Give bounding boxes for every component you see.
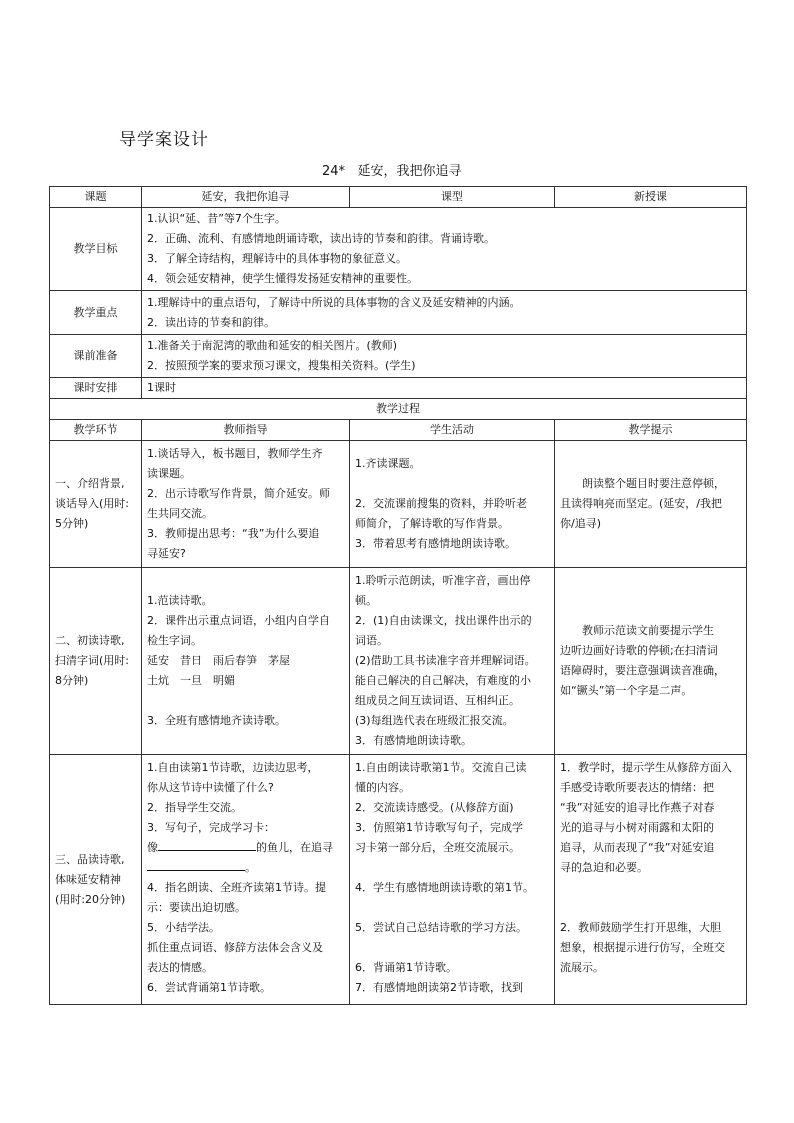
student-line: 4．学生有感情地朗读诗歌的第1节。 xyxy=(355,881,534,894)
process-row-2 xyxy=(50,568,747,755)
teacher-line: 4．指名朗读、全班齐读第1节诗。提 xyxy=(147,881,326,894)
hint-line: 且读得响亮而坚定。(延安，/我把 xyxy=(560,497,722,510)
process-row-1 xyxy=(50,441,747,568)
process-title: 教学过程 xyxy=(50,399,747,420)
teacher-line: 土炕 一旦 明媚 xyxy=(147,674,235,687)
student-line: 6．背诵第1节诗歌。 xyxy=(355,961,457,974)
objective-item: 4．领会延安精神，使学生懂得发扬延安精神的重要性。 xyxy=(147,272,418,285)
stage-line: 一、介绍背景, xyxy=(55,477,125,490)
header-stage: 教学环节 xyxy=(50,420,142,441)
student-line: 2．(1)自由读课文，找出课件出示的 xyxy=(355,614,532,627)
student-cell xyxy=(350,568,555,755)
objective-item: 1.认识“延、昔”等7个生字。 xyxy=(147,212,286,225)
hint-cell xyxy=(555,568,747,755)
objectives-row xyxy=(50,208,747,291)
teacher-line: 寻延安? xyxy=(147,547,186,560)
teacher-line: 1.自由读第1节诗歌，边读边思考， xyxy=(147,761,319,774)
stage-line: 二、初读诗歌, xyxy=(55,634,125,647)
type-label: 课型 xyxy=(350,187,555,208)
teacher-line: 2．课件出示重点词语，小组内自学自 xyxy=(147,614,330,627)
student-line: (3)每组选代表在班级汇报交流。 xyxy=(355,714,514,727)
student-line: (2)借助工具书读准字音并理解词语。 xyxy=(355,654,536,667)
fill-in-line xyxy=(147,838,344,858)
student-line: 顿。 xyxy=(355,594,377,607)
lesson-title: 24* 延安，我把你追寻 xyxy=(322,164,462,179)
teacher-line xyxy=(147,691,344,711)
student-line xyxy=(355,898,549,918)
teacher-line: 表达的情感。 xyxy=(147,961,213,974)
topic-label: 课题 xyxy=(50,187,142,208)
teacher-line: 1.谈话导入，板书题目，教师学生齐 xyxy=(147,447,323,460)
teacher-line: 生共同交流。 xyxy=(147,507,213,520)
teacher-line: 你从这节诗中读懂了什么? xyxy=(147,781,274,794)
type-value: 新授课 xyxy=(555,187,747,208)
key-points-label: 教学重点 xyxy=(50,291,142,335)
fill-mid: 的鱼儿，在追寻 xyxy=(256,841,333,854)
teacher-line: 读课题。 xyxy=(147,467,191,480)
teacher-line: 抓住重点词语、修辞方法体会含义及 xyxy=(147,941,323,954)
objectives-list xyxy=(142,208,747,291)
teacher-line: 延安 昔日 雨后春笋 茅屋 xyxy=(147,654,290,667)
schedule-label: 课时安排 xyxy=(50,378,142,399)
schedule-value: 1课时 xyxy=(142,378,747,399)
key-point-item: 1.理解诗中的重点语句，了解诗中所说的具体事物的含义及延安精神的内涵。 xyxy=(147,295,521,309)
hint-line: “我”对延安的追寻比作燕子对春 xyxy=(560,801,715,814)
student-line xyxy=(355,938,549,958)
student-line: 习卡第一部分后，全班交流展示。 xyxy=(355,841,520,854)
topic-value: 延安，我把你追寻 xyxy=(142,187,350,208)
stage-cell xyxy=(50,568,142,755)
topic-row xyxy=(50,187,747,208)
student-line: 1.聆听示范朗读，听准字音，画出停 xyxy=(355,574,531,587)
teacher-line: 5．小结学法。 xyxy=(147,921,220,934)
key-points-list xyxy=(142,291,747,335)
hint-line: 流展示。 xyxy=(560,961,604,974)
hint-line: 边听边画好诗歌的停顿;在扫清词 xyxy=(560,644,718,657)
header-hint: 教学提示 xyxy=(555,420,747,441)
teacher-line: 6．尝试背诵第1节诗歌。 xyxy=(147,981,271,994)
fill-end: 。 xyxy=(245,861,256,874)
teacher-line: 2．出示诗歌写作背景，简介延安。师 xyxy=(147,487,330,500)
hint-line: 追寻，从而表现了“我”对延安追 xyxy=(560,841,715,854)
student-line xyxy=(355,474,549,494)
teacher-line: 1.范读诗歌。 xyxy=(147,594,213,607)
stage-line: (用时:20分钟) xyxy=(55,892,126,906)
hint-cell xyxy=(555,441,747,568)
teacher-cell xyxy=(142,568,350,755)
hint-line: 教师示范读文前要提示学生 xyxy=(582,624,714,637)
hint-line: 光的追寻与小树对雨露和太阳的 xyxy=(560,821,714,834)
fill-prefix: 像 xyxy=(147,841,158,854)
process-row-3 xyxy=(50,755,747,1005)
hint-line: 如“镢头”第一个字是二声。 xyxy=(560,684,693,697)
teacher-line: 3．写句子，完成学习卡： xyxy=(147,821,275,834)
student-line: 3．仿照第1节诗歌写句子，完成学 xyxy=(355,821,523,834)
hint-line: 2．教师鼓励学生打开思维，大胆 xyxy=(560,921,721,934)
student-line xyxy=(355,858,549,878)
student-cell xyxy=(350,441,555,568)
teacher-line: 示：要读出迫切感。 xyxy=(147,901,246,914)
student-line: 7．有感情地朗读第2节诗歌，找到 xyxy=(355,981,523,994)
process-title-row xyxy=(50,399,747,420)
lesson-plan-table xyxy=(49,186,747,1005)
page-title: 导学案设计 xyxy=(119,130,209,150)
preparation-label: 课前准备 xyxy=(50,335,142,378)
student-cell xyxy=(350,755,555,1005)
student-line: 2．交流读诗感受。(从修辞方面) xyxy=(355,801,514,814)
hint-line: 想象，根据提示进行仿写，全班交 xyxy=(560,941,725,954)
header-student: 学生活动 xyxy=(350,420,555,441)
student-line: 3．带着思考有感情地朗读诗歌。 xyxy=(355,537,516,550)
preparation-item: 1.准备关于南泥湾的歌曲和延安的相关图片。(教师) xyxy=(147,339,398,352)
preparation-row xyxy=(50,335,747,378)
blank-underline xyxy=(147,858,245,871)
stage-line: 扫清字词(用时: xyxy=(55,654,129,667)
student-line: 组成员之间互读词语、互相纠正。 xyxy=(355,694,520,707)
key-points-row xyxy=(50,291,747,335)
student-line: 1.齐读课题。 xyxy=(355,457,421,470)
hint-line: 1．教学时，提示学生从修辞方面入 xyxy=(560,761,732,774)
teacher-line: 3．教师提出思考：“我”为什么要追 xyxy=(147,527,320,540)
stage-line: 谈话导入(用时: xyxy=(55,497,129,510)
schedule-row xyxy=(50,378,747,399)
hint-line: 朗读整个题目时要注意停顿， xyxy=(582,477,725,490)
student-line: 词语。 xyxy=(355,634,388,647)
key-point-item: 2．读出诗的节奏和韵律。 xyxy=(147,315,275,329)
hint-line xyxy=(560,878,741,898)
preparation-item: 2．按照预学案的要求预习课文，搜集相关资料。(学生) xyxy=(147,359,416,372)
teacher-cell xyxy=(142,755,350,1005)
blank-underline xyxy=(158,838,256,851)
stage-line: 5分钟) xyxy=(55,517,89,530)
objective-item: 3．了解全诗结构，理解诗中的具体事物的象征意义。 xyxy=(147,252,407,265)
hint-line xyxy=(560,898,741,918)
hint-line: 寻的急迫和必要。 xyxy=(560,861,648,874)
teacher-cell xyxy=(142,441,350,568)
stage-line: 8分钟) xyxy=(55,674,89,687)
stage-line: 体味延安精神 xyxy=(55,872,121,886)
header-teacher: 教师指导 xyxy=(142,420,350,441)
student-line: 1.自由朗读诗歌第1节。交流自己读 xyxy=(355,761,527,774)
stage-cell xyxy=(50,755,142,1005)
preparation-list xyxy=(142,335,747,378)
student-line: 2．交流课前搜集的资料，并聆听老 xyxy=(355,497,527,510)
teacher-line: 2．指导学生交流。 xyxy=(147,801,242,814)
hint-line: 你/追寻) xyxy=(560,517,601,530)
objectives-label: 教学目标 xyxy=(50,208,142,291)
hint-cell xyxy=(555,755,747,1005)
student-line: 5．尝试自己总结诗歌的学习方法。 xyxy=(355,921,527,934)
objective-item: 2．正确、流利、有感情地朗诵诗歌，读出诗的节奏和韵律。背诵诗歌。 xyxy=(147,232,495,245)
student-line: 能自己解决的自己解决，有难度的小 xyxy=(355,674,531,687)
hint-line: 手感受诗歌所要表达的情绪：把 xyxy=(560,781,714,794)
process-header-row xyxy=(50,420,747,441)
teacher-line: 检生字词。 xyxy=(147,634,202,647)
stage-line: 三、品读诗歌, xyxy=(55,852,125,866)
student-line: 懂的内容。 xyxy=(355,781,410,794)
student-line: 3．有感情地朗读诗歌。 xyxy=(355,734,472,747)
stage-cell xyxy=(50,441,142,568)
fill-in-line xyxy=(147,858,344,878)
student-line: 师简介，了解诗歌的写作背景。 xyxy=(355,517,509,530)
hint-line: 语障碍时，要注意强调读音准确， xyxy=(560,664,725,677)
teacher-line: 3．全班有感情地齐读诗歌。 xyxy=(147,714,286,727)
